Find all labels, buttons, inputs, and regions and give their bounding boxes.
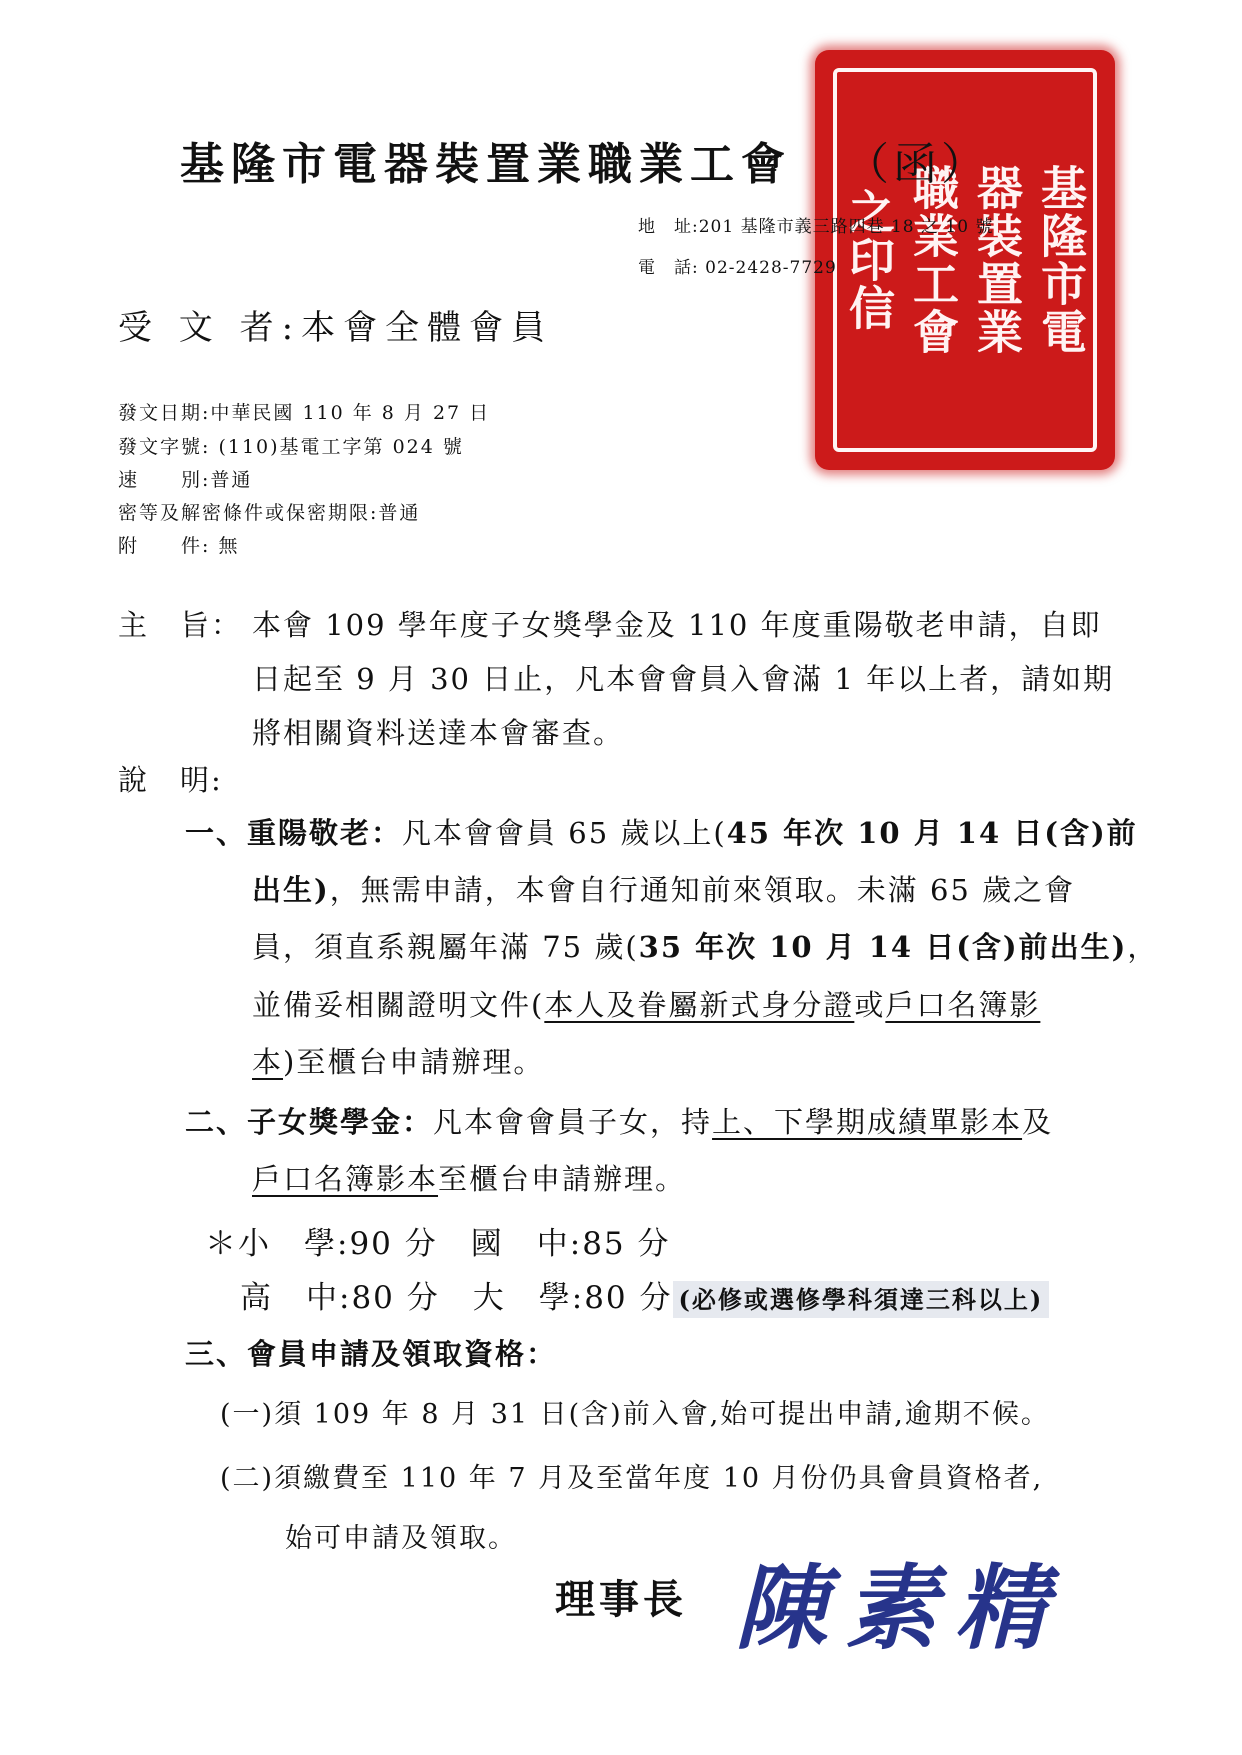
text-run: 及 <box>1022 1105 1054 1139</box>
seal-text: 職業工會 <box>906 164 960 356</box>
item-prefix: 二、 <box>185 1105 248 1139</box>
text-run: ， <box>1127 930 1159 964</box>
bold-date: 35 年次 10 月 14 日(含) <box>638 930 1019 964</box>
item-3-sub: (一)須 109 年 8 月 31 日(含)前入會,始可提出申請,逾期不候。 <box>220 1399 1050 1430</box>
score-row: ＊小 學:90 分 國 中:85 分 <box>205 1226 671 1262</box>
text-run: 並備妥相關證明文件( <box>252 988 545 1022</box>
item-heading: 重陽敬老： <box>247 816 403 850</box>
text-run: ，無需申請，本會自行通知前來領取。未滿 65 歲之會 <box>329 873 1076 907</box>
reference-number: 發文字號: (110)基電工字第 024 號 <box>118 436 464 458</box>
item-1-line <box>252 1040 544 1081</box>
item-1-line <box>252 925 1158 966</box>
underlined-text: 上、下學期成績單影本 <box>712 1105 1023 1139</box>
item-3-heading: 三、會員申請及領取資格： <box>185 1337 558 1371</box>
recipient-line: 受 文 者:本會全體會員 <box>118 308 554 348</box>
document-type: （函） <box>845 139 989 190</box>
underlined-text: 戶口名簿影 <box>885 988 1041 1022</box>
bold-text: 前出生) <box>1018 930 1128 964</box>
subject-label: 主 旨： <box>118 608 243 642</box>
text-run: )至櫃台申請辦理。 <box>283 1045 545 1079</box>
text-run: 凡本會會員子女，持 <box>433 1105 713 1139</box>
issue-date: 發文日期:中華民國 110 年 8 月 27 日 <box>118 402 491 424</box>
signatory-title: 理事長 <box>555 1576 687 1623</box>
subject-line: 本會 109 學年度子女獎學金及 110 年度重陽敬老申請，自即 <box>252 608 1102 642</box>
signature-name: 陳素精 <box>735 1554 1066 1662</box>
text-run: 至櫃台申請辦理。 <box>438 1162 687 1196</box>
score-row <box>240 1272 1049 1317</box>
item-1-line <box>252 868 1075 909</box>
subject-line: 日起至 9 月 30 日止，凡本會會員入會滿 1 年以上者，請如期 <box>252 662 1115 696</box>
underlined-text: 本人及眷屬新式身分證 <box>544 988 855 1022</box>
explanation-label: 說 明: <box>118 763 223 797</box>
item-prefix: 一、 <box>185 816 248 850</box>
underlined-text: 本 <box>252 1045 284 1079</box>
seal-text: 之印信 <box>842 188 896 332</box>
subject-line: 將相關資料送達本會審查。 <box>252 716 625 750</box>
text-run: 員，須直系親屬年滿 75 歲( <box>252 930 639 964</box>
attachment-line: 附 件: 無 <box>118 535 240 557</box>
seal-text: 器裝置業 <box>970 164 1024 356</box>
item-2-line <box>185 1100 1053 1141</box>
underlined-text: 戶口名簿影本 <box>252 1162 439 1196</box>
item-3-sub: (二)須繳費至 110 年 7 月及至當年度 10 月份仍具會員資格者, <box>220 1463 1044 1494</box>
item-1-line <box>185 811 1138 852</box>
item-3-sub: 始可申請及領取。 <box>285 1523 517 1554</box>
bold-date: 45 年次 10 月 14 日(含)前 <box>726 816 1138 850</box>
item-1-line <box>252 983 1040 1024</box>
item-heading: 子女獎學金： <box>247 1105 434 1139</box>
score-text: 高 中:80 分 大 學:80 分 <box>240 1280 673 1316</box>
seal-text: 基隆市電 <box>1034 164 1088 356</box>
bold-text: 出生) <box>252 873 330 907</box>
secrecy-level: 密等及解密條件或保密期限:普通 <box>118 502 421 524</box>
text-run: 凡本會會員 65 歲以上( <box>402 816 727 850</box>
delivery-speed: 速 別:普通 <box>118 469 253 491</box>
address-line: 地 址:201 基隆市義三路四巷 18 之 10 號 <box>638 217 994 237</box>
score-note: (必修或選修學科須達三科以上) <box>673 1281 1050 1318</box>
document-title: 基隆市電器裝置業職業工會 <box>180 139 792 190</box>
text-run: 或 <box>854 988 886 1022</box>
item-2-line <box>252 1157 686 1198</box>
union-seal-stamp <box>815 50 1115 470</box>
phone-line: 電 話: 02-2428-7729 <box>638 258 837 278</box>
